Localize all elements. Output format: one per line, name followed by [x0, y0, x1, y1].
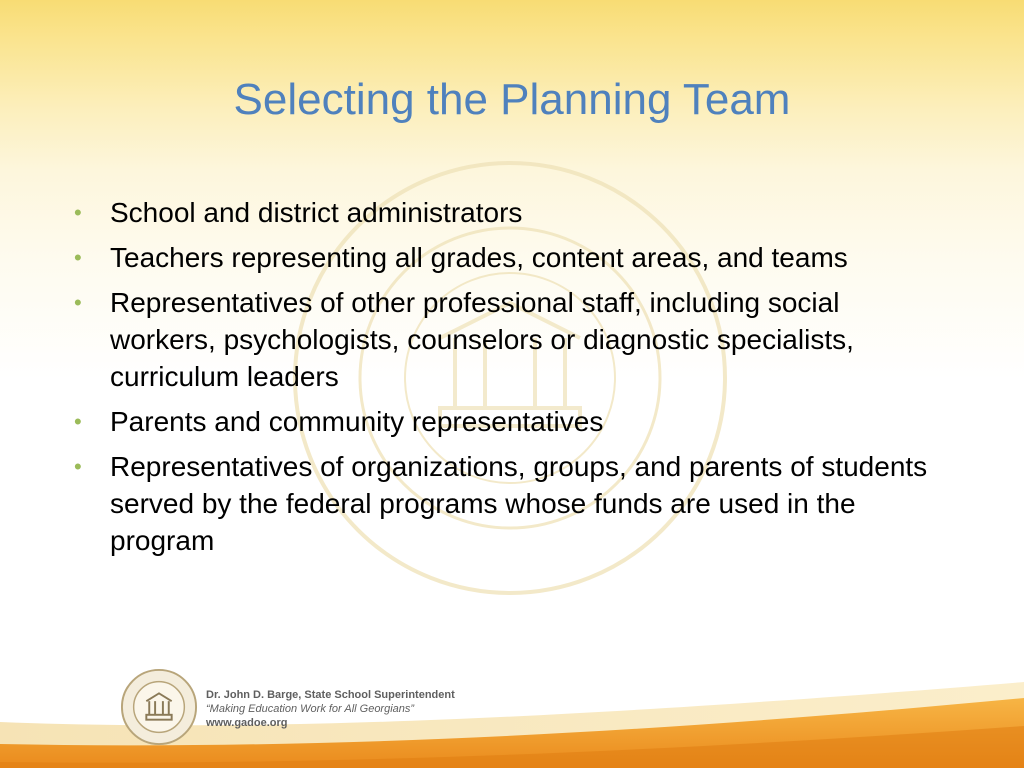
slide-title: Selecting the Planning Team	[233, 75, 791, 124]
list-item	[70, 284, 950, 395]
list-item	[70, 194, 950, 231]
bullet-icon: •	[74, 200, 82, 225]
list-item	[70, 403, 950, 440]
footer-website-link[interactable]: www.gadoe.org	[206, 717, 288, 729]
bullet-text: Teachers representing all grades, content areas, and teams	[110, 242, 848, 273]
footer-motto: “Making Education Work for All Georgians”	[206, 703, 415, 715]
bullet-icon: •	[74, 245, 82, 270]
superintendent-name: Dr. John D. Barge, State School Superintendent	[206, 689, 455, 701]
bullet-list	[70, 194, 950, 567]
bullet-text: Parents and community representatives	[110, 406, 604, 437]
list-item	[70, 239, 950, 276]
bullet-text: School and district administrators	[110, 197, 523, 228]
bullet-icon: •	[74, 290, 82, 315]
department-seal-icon	[120, 668, 198, 746]
bullet-text: Representatives of other professional staff, including social workers, psychologists, counselors or diagnostic specialists, curriculum leaders	[110, 287, 854, 392]
bullet-icon: •	[74, 454, 82, 479]
list-item	[70, 448, 950, 559]
bullet-icon: •	[74, 409, 82, 434]
footer-credit	[206, 688, 455, 730]
bullet-text: Representatives of organizations, groups, and parents of students served by the federal programs whose funds are used in the program	[110, 451, 928, 556]
